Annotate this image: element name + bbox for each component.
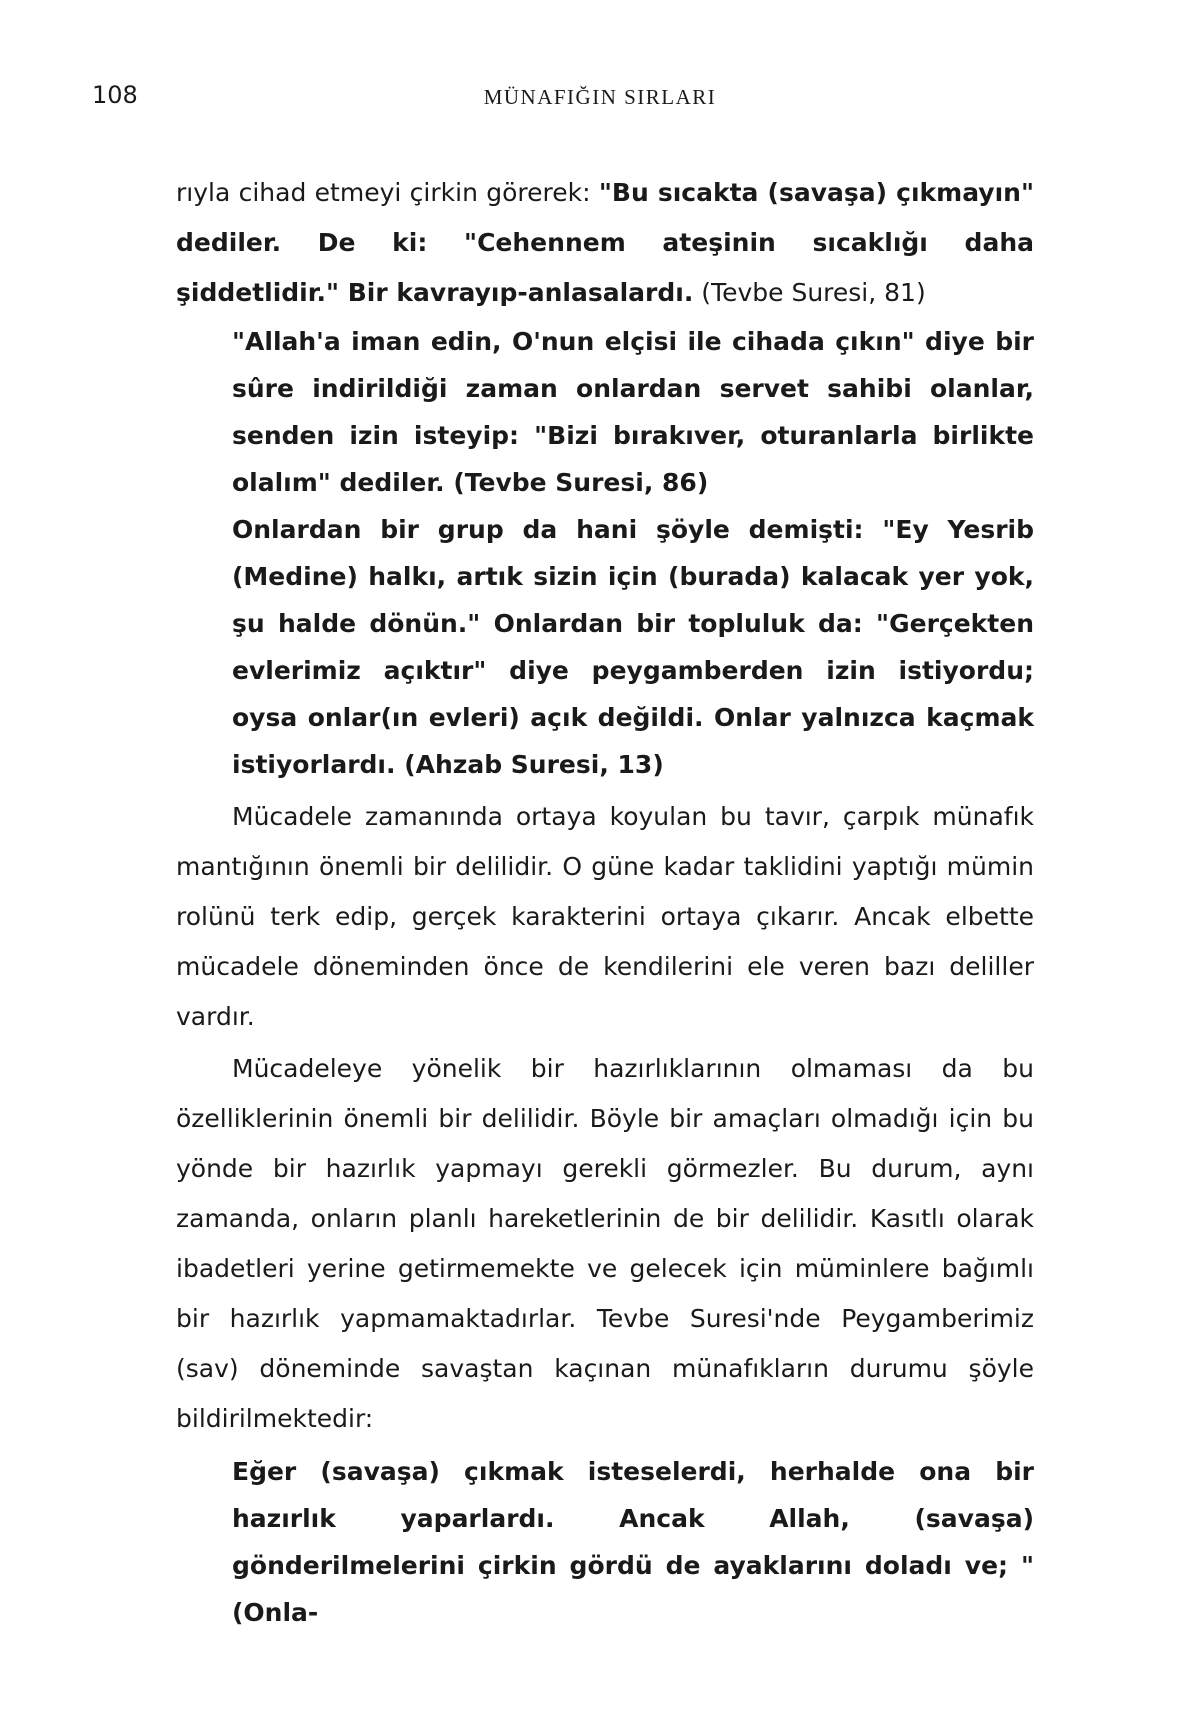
body-paragraph: Mücadele zamanında ortaya koyulan bu tavır, çarpık münafık mantığının önemli bir delilidir. O güne kadar taklidini yaptığı mümin rolünü terk edip, gerçek karakterini ortaya çıkarır. Ancak elbette mücadele döneminden önce de kendilerini ele veren bazı deliller vardır. [176,802,1034,1031]
book-title: MÜNAFIĞIN SIRLARI [483,85,717,109]
verse-quote: "Allah'a iman edin, O'nun elçisi ile cihada çıkın" diye bir sûre indirildiği zaman onlardan servet sahibi olanlar, senden izin isteyip: "Bizi bırakıver, oturanlarla birlikte olalım" dediler. (Tevbe Suresi, 86) [232,327,1034,497]
intro-citation: (Tevbe Suresi, 81) [693,278,926,307]
intro-quote: "Bu sıcakta (savaşa) çıkmayın" dediler. De ki: "Cehennem ateşinin sıcaklığı daha şiddetlidir." Bir kavrayıp-anlasalardı. [176,178,1034,307]
verse-quote: Onlardan bir grup da hani şöyle demişti: "Ey Yesrib (Medine) halkı, artık sizin için (burada) kalacak yer yok, şu halde dönün." Onlardan bir topluluk da: "Gerçekten evlerimiz açıktır" diye peygamberden izin istiyordu; oysa onlar(ın evleri) açık değildi. Onlar yalnızca kaçmak istiyorlardı. (Ahzab Suresi, 13) [232,515,1034,779]
intro-lead: rıyla cihad etmeyi çirkin görerek: [176,178,599,207]
intro-paragraph [176,168,1034,318]
body-text [176,168,1034,1636]
running-header [0,80,1200,110]
verse-quote: Eğer (savaşa) çıkmak isteselerdi, herhalde ona bir hazırlık yaparlardı. Ancak Allah, (savaşa) gönderilmelerini çirkin gördü de ayaklarını doladı ve; "(Onla- [232,1457,1034,1627]
body-paragraph: Mücadeleye yönelik bir hazırlıklarının olmaması da bu özelliklerinin önemli bir delilidir. Böyle bir amaçları olmadığı için bu yönde bir hazırlık yapmayı gerekli görmezler. Bu durum, aynı zamanda, onların planlı hareketlerinin de bir delilidir. Kasıtlı olarak ibadetleri yerine getirmemekte ve gelecek için müminlere bağımlı bir hazırlık yapmamaktadırlar. Tevbe Suresi'nde Peygamberimiz (sav) döneminde savaştan kaçınan münafıkların durumu şöyle bildirilmektedir: [176,1054,1034,1433]
page-number: 108 [92,81,138,109]
